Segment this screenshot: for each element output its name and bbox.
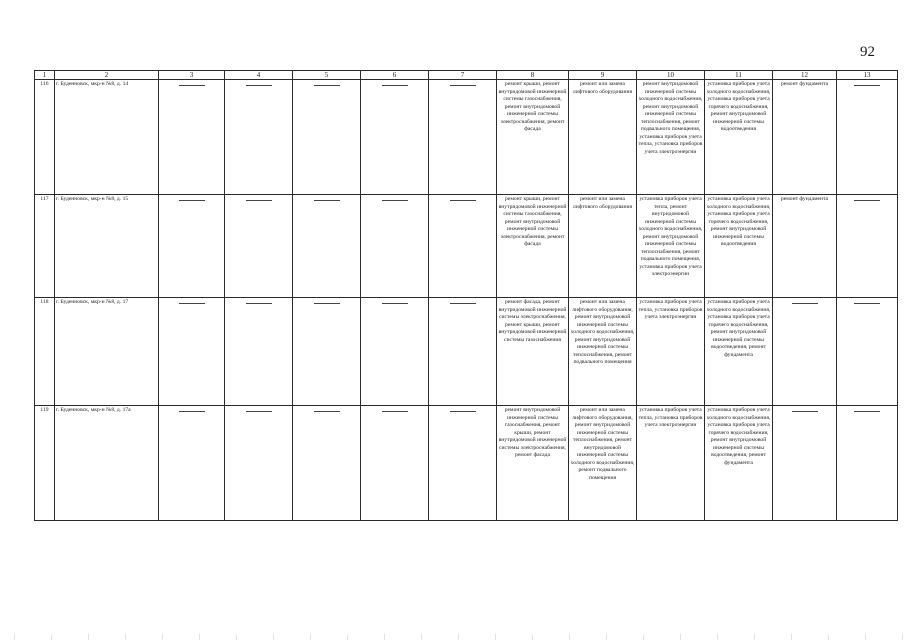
column-number-13: 13 — [837, 71, 898, 80]
dash-mark — [450, 303, 476, 304]
row-address: г. Буденновск, мкр-н №8, д. 17 — [55, 298, 159, 406]
dash-mark — [314, 200, 340, 201]
header-row — [35, 71, 898, 80]
column-number-9: 9 — [569, 71, 637, 80]
column-number-7: 7 — [429, 71, 497, 80]
work-cell-col10: установка приборов учета тепла, ремонт внутридомовой инженерной системы холодного водоснабжения, ремонт внутридомовой инженерной системы теплоснабжения, ремонт подвального помещения, установка приборов учета электроэнергии — [637, 195, 705, 298]
column-number-11: 11 — [705, 71, 773, 80]
dash-mark — [450, 411, 476, 412]
dash-mark — [382, 85, 408, 86]
work-cell-col11: установка приборов учета холодного водоснабжения, установка приборов учета горячего водоснабжения, ремонт внутридомовой инженерной системы водоотведения, ремонт фундамента — [705, 298, 773, 406]
row-address: г. Буденновск, мкр-н №8, д. 14 — [55, 80, 159, 195]
work-cell-col9: ремонт или замена лифтового оборудования, ремонт внутридомовой инженерной системы теплоснабжения, ремонт внутридомовой инженерной системы холодного водоснабжения, ремонт подвального помещения — [569, 406, 637, 521]
empty-cell — [225, 406, 293, 521]
dash-mark — [179, 303, 205, 304]
dash-mark — [792, 303, 818, 304]
work-cell-col8: ремонт внутридомовой инженерной системы газоснабжения, ремонт крыши, ремонт внутридомовой инженерной системы электроснабжения, ремонт фасада — [497, 406, 569, 521]
dash-mark — [382, 200, 408, 201]
work-cell-col12: ремонт фундамента — [773, 80, 837, 195]
empty-cell — [293, 80, 361, 195]
work-cell-col10: установка приборов учета тепла, установка приборов учета электроэнергии — [637, 298, 705, 406]
empty-cell — [361, 195, 429, 298]
table-row — [35, 80, 898, 195]
dash-mark — [854, 303, 880, 304]
column-number-3: 3 — [159, 71, 225, 80]
work-cell-col10: ремонт внутридомовой инженерной системы холодного водоснабжения, ремонт внутридомовой инженерной системы теплоснабжения, ремонт подвального помещения, установка приборов учета тепла, установка приборов учета электроэнергии — [637, 80, 705, 195]
empty-cell — [225, 195, 293, 298]
dash-mark — [854, 411, 880, 412]
dash-mark — [179, 200, 205, 201]
column-number-8: 8 — [497, 71, 569, 80]
column-number-12: 12 — [773, 71, 837, 80]
repair-program-table — [34, 70, 898, 521]
work-cell-col11: установка приборов учета холодного водоснабжения, установка приборов учета горячего водоснабжения, ремонт внутридомовой инженерной системы водоотведения, ремонт фундамента — [705, 406, 773, 521]
empty-cell — [773, 406, 837, 521]
work-cell-col12: ремонт фундамента — [773, 195, 837, 298]
row-number: 116 — [35, 80, 55, 195]
empty-cell — [429, 406, 497, 521]
table-row — [35, 195, 898, 298]
dash-mark — [450, 200, 476, 201]
empty-cell — [361, 80, 429, 195]
work-cell-col11: установка приборов учета холодного водоснабжения, установка приборов учета горячего водоснабжения, ремонт внутридомовой инженерной системы водоотведения — [705, 80, 773, 195]
empty-cell — [361, 406, 429, 521]
column-number-2: 2 — [55, 71, 159, 80]
column-number-10: 10 — [637, 71, 705, 80]
empty-cell — [293, 406, 361, 521]
dash-mark — [450, 85, 476, 86]
dash-mark — [314, 85, 340, 86]
empty-cell — [225, 80, 293, 195]
empty-cell — [225, 298, 293, 406]
empty-cell — [837, 298, 898, 406]
empty-cell — [293, 298, 361, 406]
work-cell-col8: ремонт фасада, ремонт внутридомовой инженерной системы электроснабжения, ремонт крыши, ремонт внутридомовой инженерной системы газоснабжения — [497, 298, 569, 406]
empty-cell — [837, 80, 898, 195]
dash-mark — [179, 411, 205, 412]
row-number: 117 — [35, 195, 55, 298]
work-cell-col10: установка приборов учета тепла, установка приборов учета электроэнергии — [637, 406, 705, 521]
page-number: 92 — [860, 44, 875, 60]
scan-noise-strip — [0, 634, 905, 640]
row-address: г. Буденновск, мкр-н №8, д. 17а — [55, 406, 159, 521]
table-row — [35, 298, 898, 406]
empty-cell — [837, 195, 898, 298]
dash-mark — [854, 85, 880, 86]
work-cell-col8: ремонт крыши, ремонт внутридомовой инженерной системы газоснабжения, ремонт внутридомовой инженерной системы электроснабжения, ремонт фасада — [497, 80, 569, 195]
empty-cell — [837, 406, 898, 521]
work-cell-col9: ремонт или замена лифтового оборудования — [569, 80, 637, 195]
work-cell-col8: ремонт крыши, ремонт внутридомовой инженерной системы газоснабжения, ремонт внутридомовой инженерной системы электроснабжения, ремонт фасада — [497, 195, 569, 298]
dash-mark — [314, 411, 340, 412]
row-number: 119 — [35, 406, 55, 521]
empty-cell — [159, 406, 225, 521]
table-row — [35, 406, 898, 521]
column-number-5: 5 — [293, 71, 361, 80]
dash-mark — [246, 303, 272, 304]
empty-cell — [159, 298, 225, 406]
empty-cell — [429, 298, 497, 406]
dash-mark — [179, 85, 205, 86]
empty-cell — [293, 195, 361, 298]
dash-mark — [246, 200, 272, 201]
column-number-6: 6 — [361, 71, 429, 80]
column-number-1: 1 — [35, 71, 55, 80]
dash-mark — [246, 85, 272, 86]
work-cell-col9: ремонт или замена лифтового оборудования, ремонт внутридомовой инженерной системы холодного водоснабжения, ремонт внутридомовой инженерной системы теплоснабжения, ремонт подвального помещения — [569, 298, 637, 406]
dash-mark — [314, 303, 340, 304]
work-cell-col9: ремонт или замена лифтового оборудования — [569, 195, 637, 298]
empty-cell — [429, 80, 497, 195]
dash-mark — [792, 411, 818, 412]
dash-mark — [382, 303, 408, 304]
row-number: 118 — [35, 298, 55, 406]
empty-cell — [361, 298, 429, 406]
empty-cell — [773, 298, 837, 406]
empty-cell — [429, 195, 497, 298]
dash-mark — [246, 411, 272, 412]
dash-mark — [854, 200, 880, 201]
row-address: г. Буденновск, мкр-н №8, д. 15 — [55, 195, 159, 298]
empty-cell — [159, 80, 225, 195]
dash-mark — [382, 411, 408, 412]
empty-cell — [159, 195, 225, 298]
table-header — [35, 71, 898, 80]
work-cell-col11: установка приборов учета холодного водоснабжения, установка приборов учета горячего водоснабжения, ремонт внутридомовой инженерной системы водоотведения — [705, 195, 773, 298]
column-number-4: 4 — [225, 71, 293, 80]
